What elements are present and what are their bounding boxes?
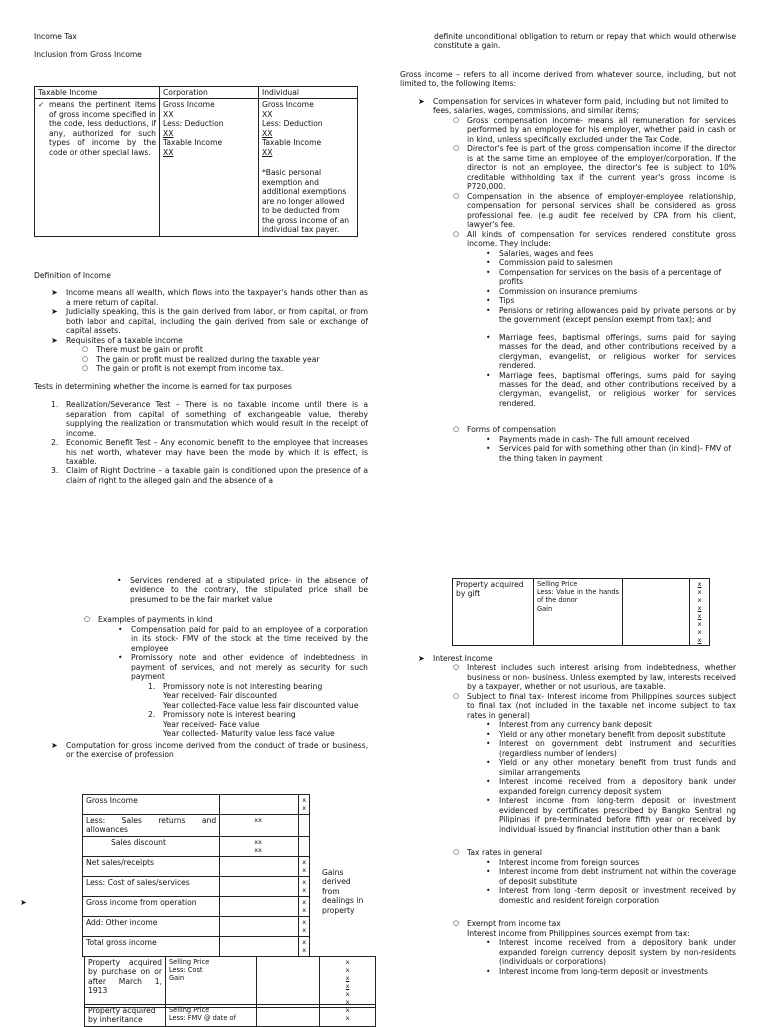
list-number: 2.: [148, 710, 156, 720]
list-item: [486, 886, 736, 905]
row-mid-amount: [220, 876, 299, 896]
bullet-icon: •: [486, 739, 491, 749]
row-label: Less: Sales returns and allowances: [83, 815, 220, 837]
circle-bullet-icon: ○: [453, 663, 460, 672]
row-amount: x x: [299, 876, 310, 896]
requisites-list: [82, 345, 368, 374]
arrow-bullet-icon: ➤: [20, 898, 27, 907]
list-item-text: Interest on government debt instrument and securities (regardless number of lenders): [499, 739, 736, 758]
circle-bullet-icon: ○: [453, 115, 460, 124]
corp-line: Less: Deduction: [163, 119, 224, 129]
table-row: [83, 916, 310, 936]
property-inheritance-detail: [166, 1005, 257, 1027]
table-row: [83, 896, 310, 916]
list-item-text: Compensation in the absence of employer-employee relationship, compensation for personal services shall be considered as gross professional fee. (e.g audit fee received by CPA from his client, lawyer's fee.: [467, 191, 736, 230]
list-item: [51, 288, 368, 307]
individual-cell: [259, 99, 358, 236]
list-item: [51, 335, 368, 374]
list-item-text: Claim of Right Doctrine – a taxable gain is conditioned upon the presence of a claim of right to the alleged gain and the absence of a: [66, 466, 368, 485]
list-item-text: Income means all wealth, which flows into the taxpayer's hands other than as a mere return of capital.: [66, 288, 368, 307]
gross-income-list: [418, 96, 736, 463]
list-item-text: Commission paid to salesmen: [499, 258, 613, 268]
row-amount: x x: [299, 936, 310, 956]
bullet-icon: •: [486, 867, 491, 877]
circle-bullet-icon: ○: [453, 691, 460, 700]
list-item-text: Interest income from long-term deposit or investments: [499, 966, 709, 976]
spacer-cell: [257, 1005, 320, 1027]
circle-bullet-icon: ○: [453, 229, 460, 238]
check-icon: ✓: [38, 100, 45, 110]
list-item: [486, 720, 736, 730]
left-bottom-column: [20, 576, 368, 1025]
bullet-icon: •: [118, 624, 123, 634]
row-amount: [299, 815, 310, 837]
corp-line: Gross Income: [163, 100, 215, 110]
continuation-text: definite unconditional obligation to return or repay that which would otherwise constitute a gain.: [434, 32, 736, 51]
list-item: [51, 307, 368, 336]
bullet-icon: •: [117, 576, 122, 585]
tax-rates-list: [486, 857, 736, 905]
ind-line: Less: Deduction: [262, 119, 323, 129]
th-corporation: Corporation: [160, 86, 259, 98]
gains-label: Gains derived from dealings in property: [322, 868, 364, 915]
list-item-text: Interest from long -term deposit or investment received by domestic and resident foreign corporation: [499, 886, 736, 905]
bullet-icon: •: [486, 720, 491, 730]
list-item-text: Yield or any other monetary benefit from trust funds and similar arrangements: [499, 758, 736, 777]
tests-heading: Tests in determining whether the income is earned for tax purposes: [34, 381, 292, 391]
list-item-text: Pensions or retiring allowances paid by private persons or by the government (except pension exempt from tax); and: [499, 305, 736, 325]
amount-column: x x x x x x x x: [690, 579, 710, 646]
list-item: [486, 966, 736, 976]
circle-bullet-icon: ○: [453, 919, 460, 928]
list-item-text: Promissory note and other evidence of indebtedness in payment of services, and not merely as security for such payment: [131, 653, 368, 682]
property-purchase-table: [84, 956, 376, 1008]
row-label: Add: Other income: [83, 916, 220, 936]
left-top-column: [34, 32, 368, 485]
list-item-text: Realization/Severance Test – There is no taxable income until there is a separation from capital of something of exchangeable value, thereby supplying the realization or transmutation which would result in the receipt of income.: [66, 400, 368, 438]
table-row: [83, 876, 310, 896]
corp-line: XX: [163, 109, 174, 119]
list-item: [51, 400, 368, 438]
bullet-icon: •: [486, 796, 491, 806]
row-amount: x x: [299, 896, 310, 916]
corp-line: XX: [163, 147, 174, 157]
note-line: Year collected-Face value less fair discounted value: [163, 700, 359, 710]
forms-list: [486, 434, 736, 463]
list-item-text: Tax rates in general: [467, 848, 542, 858]
list-item: [486, 867, 736, 886]
list-item-text: Interest income from long-term deposit or investment evidenced by certificates prescribed by Bangko Sentral ng Pilipinas if pre-terminated before fifth year or received by individual issued by financial institution other than a bank: [499, 796, 736, 834]
list-item: [486, 370, 736, 409]
list-item: [82, 354, 368, 364]
table-row: [83, 815, 310, 837]
list-item: [453, 919, 736, 976]
right-top-column: [400, 32, 736, 463]
list-item-text: Requisites of a taxable income: [66, 335, 183, 345]
row-mid-amount: [220, 916, 299, 936]
list-item-text: Interest includes such interest arising from indebtedness, whether business or non- business. Unless exempted by law, interests received by a taxpayer, whether or not usurious, are taxable.: [467, 663, 736, 692]
list-item-text: Salaries, wages and fees: [499, 248, 594, 258]
row-label: Net sales/receipts: [83, 856, 220, 876]
list-item: [51, 438, 368, 466]
note-title: Promissory note is interest bearing: [163, 710, 296, 720]
note-line: Year received- Fair discounted: [163, 691, 277, 701]
gross-income-definition: Gross income – refers to all income derived from whatever source, including, but not limited to, the following items:: [400, 69, 736, 89]
spacer-cell: [623, 579, 690, 646]
list-item-text: Commission on insurance premiums: [499, 286, 638, 296]
exempt-subheading: Interest income from Philippines sources exempt from tax:: [467, 928, 690, 938]
promissory-note-list: [148, 681, 368, 739]
taxable-income-desc-cell: [35, 99, 160, 236]
interest-heading: Interest Income: [433, 654, 493, 663]
list-item: [453, 144, 736, 192]
bullet-icon: •: [486, 305, 491, 315]
list-item: [486, 286, 736, 296]
circle-bullet-icon: ○: [453, 191, 460, 200]
list-item-text: Marriage fees, baptismal offerings, sums paid for saying masses for the dead, and other contributions received by a clergyman, evangelist, or religious worker for services rendered.: [499, 332, 736, 371]
row-amount: x x: [299, 916, 310, 936]
list-item-text: Services rendered at a stipulated price- in the absence of evidence to the contrary, the stipulated price shall be presumed to be the fair market value: [130, 576, 368, 604]
list-item-text: Interest income from debt instrument not within the coverage of deposit substitute: [499, 867, 736, 886]
detail-line: Selling Price: [169, 1006, 210, 1014]
payments-in-kind-list: [84, 615, 368, 739]
corporation-cell: [160, 99, 259, 236]
list-number: 1.: [51, 400, 59, 410]
bullet-icon: •: [486, 966, 491, 976]
list-item: [418, 96, 736, 463]
interest-list: [453, 663, 736, 976]
list-item-text: The gain or profit is not exempt from income tax.: [96, 364, 284, 374]
compensation-list: [453, 115, 736, 463]
bullet-icon: •: [486, 729, 491, 739]
list-item-text: Compensation paid for paid to an employee of a corporation in its stock- FMV of the stock at the time received by the employee: [131, 624, 368, 653]
bullet-icon: •: [486, 258, 491, 268]
row-mid-amount: xx xx: [220, 836, 299, 856]
bullet-icon: •: [486, 267, 491, 277]
detail-line: Less: Cost: [169, 966, 203, 975]
list-item: [486, 777, 736, 796]
interest-section: [418, 654, 736, 976]
gross-income-computation-table: [82, 794, 310, 957]
bullet-icon: •: [486, 886, 491, 896]
list-item-text: Compensation for services on the basis of a percentage of profits: [499, 267, 722, 287]
circle-bullet-icon: ○: [82, 345, 89, 354]
amount-column: x x: [320, 1005, 376, 1027]
payments-in-kind-sublist: [118, 624, 368, 739]
list-item: [486, 258, 736, 268]
row-label: Sales discount: [83, 836, 220, 856]
list-number: 1.: [148, 681, 156, 691]
row-amount: [299, 836, 310, 856]
bullet-icon: •: [486, 248, 491, 258]
circle-bullet-icon: ○: [453, 144, 460, 153]
circle-bullet-icon: ○: [82, 354, 89, 363]
list-item: [148, 681, 368, 710]
bullet-icon: •: [486, 938, 491, 948]
list-item-text: Services paid for with something other than (in kind)- FMV of the thing taken in payment: [499, 444, 731, 463]
circle-bullet-icon: ○: [453, 848, 460, 857]
row-amount: x x: [299, 795, 310, 815]
list-number: 2.: [51, 438, 59, 448]
corp-line: XX: [163, 128, 174, 138]
arrow-bullet-icon: ➤: [51, 288, 58, 298]
property-inheritance-label: Property acquired by inheritance: [85, 1005, 166, 1027]
property-purchase-label: Property acquired by purchase on or after March 1, 1913: [85, 957, 166, 1008]
table-row: [83, 936, 310, 956]
list-item-text: The gain or profit must be realized during the taxable year: [96, 354, 320, 364]
list-item: [486, 758, 736, 777]
page-subtitle: Inclusion from Gross Income: [34, 50, 142, 60]
list-item: [84, 615, 368, 739]
list-item-text: Payments made in cash- The full amount received: [499, 434, 690, 444]
list-item-text: Interest from any currency bank deposit: [499, 720, 652, 730]
stipulated-list: [117, 576, 368, 604]
compensation-kinds-list: [486, 248, 736, 409]
list-item: [118, 624, 368, 653]
list-item: [453, 425, 736, 463]
list-item-text: Economic Benefit Test – Any economic benefit to the employee that increases his net worth, whatever may have been the mode by which it is effect, is taxable.: [66, 438, 368, 466]
list-item: [486, 938, 736, 967]
circle-bullet-icon: ○: [82, 364, 89, 373]
bullet-icon: •: [486, 434, 491, 444]
row-mid-amount: [220, 896, 299, 916]
list-item-text: Interest income received from a depository bank under expanded foreign currency deposit system by non-residents (individuals or corporations): [499, 938, 736, 967]
arrow-bullet-icon: ➤: [418, 654, 425, 663]
list-item: [486, 434, 736, 444]
list-item-text: Compensation for services in whatever form paid, including but not limited to fees, salaries, wages, commissions, and similar items;: [433, 96, 729, 116]
note-line: Year collected- Maturity value less face value: [163, 729, 335, 739]
detail-line: Selling Price: [537, 580, 578, 588]
list-item: [51, 740, 368, 760]
amount-column: x x x x x x: [320, 957, 376, 1008]
taxable-income-table: [34, 86, 358, 237]
list-number: 3.: [51, 466, 59, 476]
definition-list: [51, 288, 368, 374]
list-item: [486, 444, 736, 463]
detail-line: Less: Value in the hands of the donor: [537, 588, 619, 605]
tests-list: [51, 400, 368, 485]
bullet-icon: •: [486, 777, 491, 787]
list-item: [453, 848, 736, 905]
row-mid-amount: [220, 856, 299, 876]
definition-heading: Definition of Income: [34, 270, 111, 280]
list-item-text: Judicially speaking, this is the gain derived from labor, or from capital, or from both labor and capital, including the gain derived from sale or exchange of capital assets.: [66, 307, 368, 336]
row-label: Less: Cost of sales/services: [83, 876, 220, 896]
ind-line: Gross Income: [262, 100, 314, 110]
list-item: [453, 691, 736, 834]
list-item: [453, 115, 736, 144]
list-item: [486, 267, 736, 287]
list-item: [486, 332, 736, 371]
list-item-text: Gross compensation income- means all remuneration for services performed by an employee for his employer, whether paid in cash or in kind, unless specifically excluded under the Tax Code.: [467, 115, 736, 144]
row-label: Gross Income: [83, 795, 220, 815]
row-mid-amount: [220, 936, 299, 956]
list-item-text: Examples of payments in kind: [98, 615, 213, 625]
list-item: [453, 229, 736, 409]
list-item-text: Interest income received from a depository bank under expanded foreign currency deposit system: [499, 777, 736, 796]
arrow-bullet-icon: ➤: [51, 307, 58, 317]
list-item: [486, 305, 736, 325]
arrow-bullet-icon: ➤: [418, 96, 425, 106]
th-taxable-income: Taxable Income: [35, 86, 160, 98]
list-item: [486, 248, 736, 258]
list-item: [453, 191, 736, 230]
note-line: Year received- Face value: [163, 719, 260, 729]
table-row: [83, 836, 310, 856]
arrow-bullet-icon: ➤: [51, 740, 58, 750]
list-item-text: Subject to final tax- Interest income from Philippines sources subject to final tax (not included in the taxable net income subject to tax rates in general): [467, 691, 736, 720]
property-gift-table: [452, 578, 710, 646]
list-item: [117, 576, 368, 604]
ind-line: XX: [262, 128, 273, 138]
list-item-text: Exempt from income tax: [467, 919, 561, 929]
list-item-text: Marriage fees, baptismal offerings, sums paid for saying masses for the dead, and other contributions received by a clergyman, evangelist, or religious worker for services rendered.: [499, 370, 736, 408]
row-label: Gross income from operation: [83, 896, 220, 916]
table-row: [83, 856, 310, 876]
list-item-text: Director's fee is part of the gross compensation income if the director is at the same time an employee of the employer/corporation. If the director is not an employee, the director's fee is subject to 10% creditable withholding tax if the current year's gross income is P720,000.: [467, 144, 736, 192]
ind-line: XX: [262, 109, 273, 119]
list-item-text: Yield or any other monetary benefit from deposit substitute: [499, 729, 726, 739]
individual-note: *Basic personal exemption and additional exemptions are no longer allowed to be deducted from the gross income of an individual tax payer.: [262, 168, 350, 235]
ind-line: XX: [262, 147, 273, 157]
list-item: [82, 345, 368, 355]
property-gift-detail: [534, 579, 623, 646]
corp-line: Taxable Income: [163, 138, 223, 148]
bullet-icon: •: [486, 857, 491, 867]
spacer-cell: [257, 957, 320, 1008]
circle-bullet-icon: ○: [84, 615, 91, 624]
list-item-text: There must be gain or profit: [96, 345, 203, 355]
list-item: [486, 729, 736, 739]
list-item: [148, 710, 368, 739]
bullet-icon: •: [118, 653, 123, 663]
list-item: [486, 739, 736, 758]
circle-bullet-icon: ○: [453, 425, 460, 434]
bullet-icon: •: [486, 758, 491, 768]
th-individual: Individual: [259, 86, 358, 98]
property-gift-label: Property acquired by gift: [453, 579, 534, 646]
note-title: Promissory note is not interesting bearing: [163, 681, 323, 691]
row-amount: x x: [299, 856, 310, 876]
list-item-text: Forms of compensation: [467, 425, 556, 435]
detail-line: Gain: [169, 974, 185, 983]
list-item-text: Computation for gross income derived from the conduct of trade or business, or the exercise of profession: [66, 740, 368, 760]
row-label: Total gross income: [83, 936, 220, 956]
row-mid-amount: [220, 795, 299, 815]
bullet-icon: •: [486, 444, 491, 454]
list-item: [486, 857, 736, 867]
page-title: Income Tax: [34, 32, 77, 41]
list-item: [486, 796, 736, 834]
taxable-income-desc: means the pertinent items of gross income specified in the code, less deductions, if any, authorized for such types of income by the code or other special laws.: [49, 100, 156, 157]
list-item-text: Interest income from foreign sources: [499, 857, 640, 867]
list-item: [486, 296, 736, 306]
bullet-icon: •: [486, 296, 491, 306]
computation-list: [51, 740, 368, 760]
ind-line: Taxable Income: [262, 138, 322, 148]
bullet-icon: •: [486, 332, 491, 342]
detail-line: Selling Price: [169, 958, 210, 966]
detail-line: Gain: [537, 604, 553, 613]
list-item-text: All kinds of compensation for services rendered constitute gross income. They include:: [467, 229, 736, 249]
property-purchase-detail: [166, 957, 257, 1008]
list-item-text: Tips: [499, 296, 515, 306]
list-item: [453, 663, 736, 692]
list-item: [82, 364, 368, 374]
list-item: [118, 653, 368, 739]
exempt-list: [486, 938, 736, 976]
row-mid-amount: xx: [220, 815, 299, 837]
list-item: [51, 466, 368, 485]
detail-line: Less: FMV @ date of: [169, 1014, 236, 1023]
bullet-icon: •: [486, 286, 491, 296]
table-row: [83, 795, 310, 815]
bullet-icon: •: [486, 370, 491, 380]
final-tax-list: [486, 720, 736, 834]
arrow-bullet-icon: ➤: [51, 335, 58, 345]
